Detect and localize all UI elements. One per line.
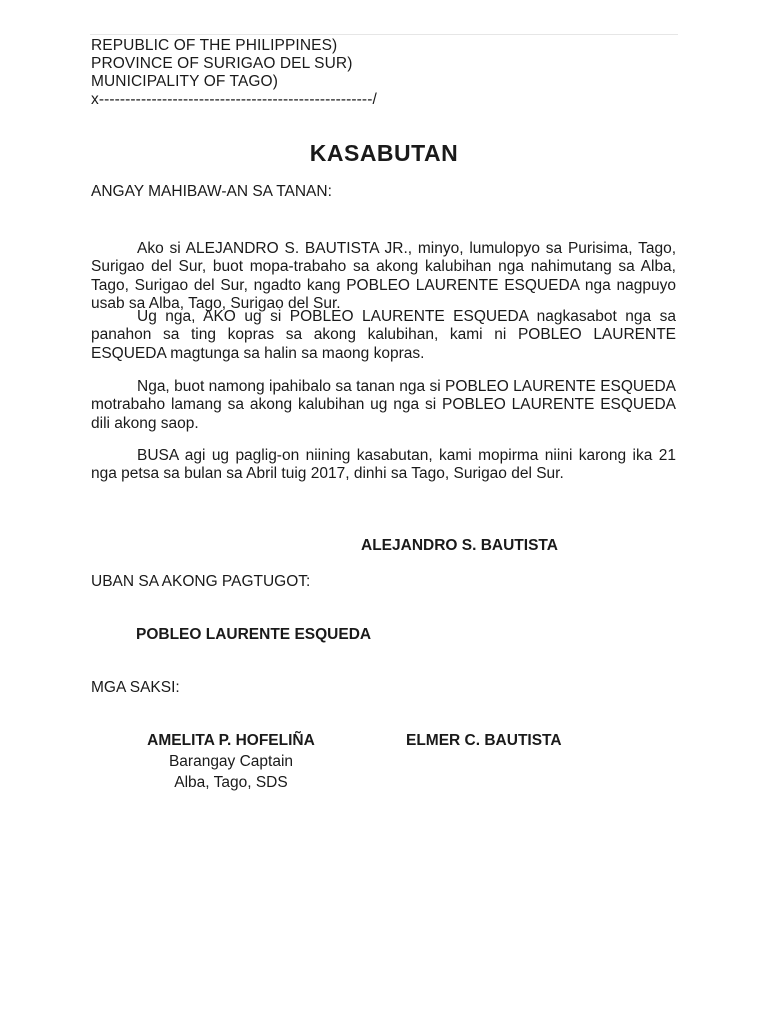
paragraph-2: Ug nga, AKO ug si POBLEO LAURENTE ESQUEDA nagkasabot nga sa panahon sa ting kopras sa akong kalubihan, kami ni POBLEO LAURENTE ESQUEDA magtunga sa halin sa maong kopras.: [91, 308, 676, 362]
witness-2: [406, 730, 562, 751]
top-divider: [90, 34, 678, 35]
header-republic: REPUBLIC OF THE PHILIPPINES): [91, 37, 338, 54]
header-municipality: MUNICIPALITY OF TAGO): [91, 73, 278, 90]
witness-2-name: ELMER C. BAUTISTA: [406, 732, 562, 749]
witness-1: [136, 730, 326, 793]
witness-1-location: Alba, Tago, SDS: [174, 774, 288, 791]
salutation: ANGAY MAHIBAW-AN SA TANAN:: [91, 183, 332, 200]
header-province: PROVINCE OF SURIGAO DEL SUR): [91, 55, 353, 72]
consent-label: UBAN SA AKONG PAGTUGOT:: [91, 573, 311, 590]
signatory-main-name: ALEJANDRO S. BAUTISTA: [361, 537, 558, 554]
paragraph-4: BUSA agi ug paglig-on niining kasabutan, kami mopirma niini karong ika 21 nga petsa sa bulan sa Abril tuig 2017, dinhi sa Tago, Surigao del Sur.: [91, 447, 676, 483]
paragraph-1: Ako si ALEJANDRO S. BAUTISTA JR., minyo, lumulopyo sa Purisima, Tago, Surigao del Sur, buot mopa-trabaho sa akong kalubihan nga nahimutang sa Alba, Tago, Surigao del Sur, ngadto kang POBLEO LAURENTE ESQUEDA nga nagpuyo usab sa Alba, Tago, Surigao del Sur.: [91, 240, 676, 312]
document-title: KASABUTAN: [309, 140, 459, 166]
witness-1-name: AMELITA P. HOFELIÑA: [147, 732, 315, 749]
paragraph-3: Nga, buot namong ipahibalo sa tanan nga si POBLEO LAURENTE ESQUEDA motrabaho lamang sa akong kalubihan ug nga si POBLEO LAURENTE ESQUEDA dili akong saop.: [91, 378, 676, 432]
document-header: [91, 37, 377, 109]
witnesses-label: MGA SAKSI:: [91, 679, 180, 696]
signatory-second-name: POBLEO LAURENTE ESQUEDA: [136, 626, 372, 643]
witness-1-position: Barangay Captain: [168, 753, 294, 770]
header-separator: x----------------------------------------------------/: [91, 91, 377, 108]
